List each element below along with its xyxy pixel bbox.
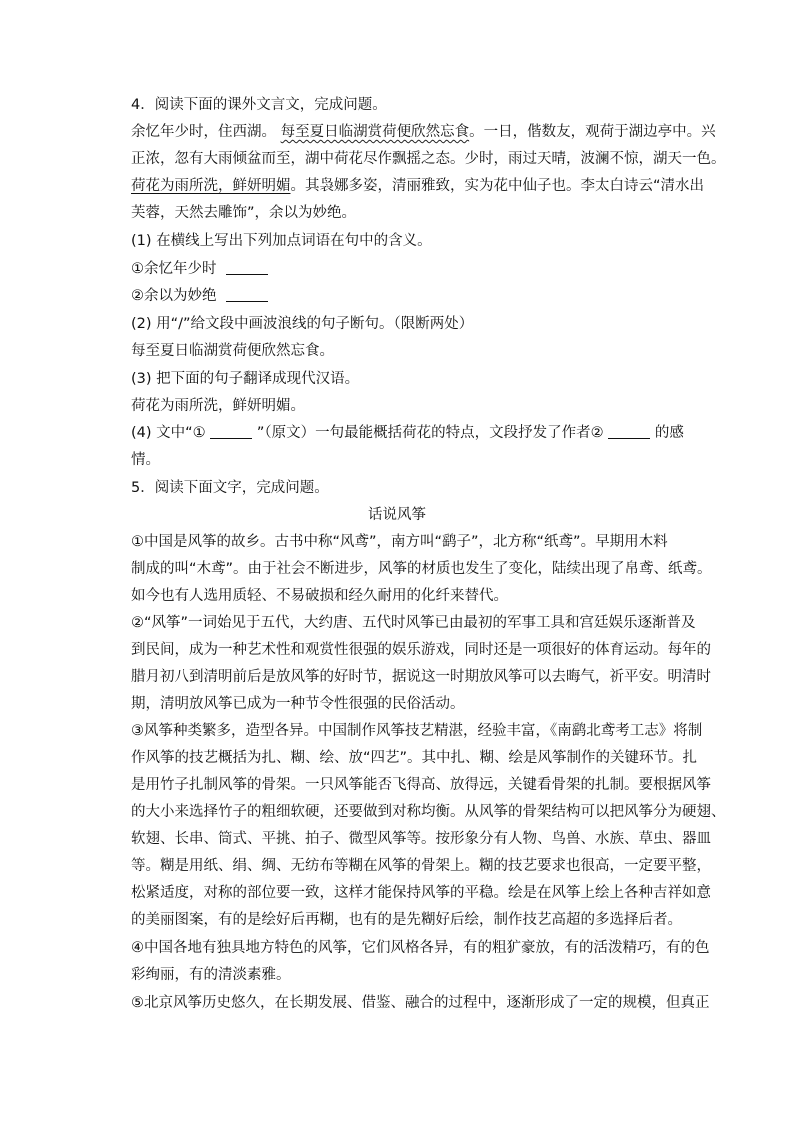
sub-question-1a	[131, 260, 268, 278]
prompt-text: ②余以为妙绝	[131, 288, 217, 304]
article-line: 的大小来选择竹子的粗细软硬，还要做到对称均衡。从风筝的骨架结构可以把风筝分为硬翅、	[131, 804, 726, 820]
article-line: 作风筝的技艺概括为扎、糊、绘、放“四艺”。其中扎、糊、绘是风筝制作的关键环节。扎	[131, 750, 698, 766]
prompt-text: 的感	[654, 425, 684, 441]
passage-text: 。一日，偕数友，观荷于湖边亭中。兴	[469, 124, 716, 140]
article-line: 的美丽图案，有的是绘好后再糊，也有的是先糊好后绘，制作技艺高超的多选择后者。	[131, 912, 682, 928]
article-line: 松紧适度，对称的部位要一致，这样才能保持风筝的平稳。绘是在风筝上绘上各种吉祥如意	[131, 885, 711, 901]
sub-question-2-text: 每至夏日临湖赏荷便欣然忘食。	[131, 343, 334, 359]
article-line: 彩绚丽，有的清淡素雅。	[131, 967, 291, 983]
wavy-underlined-sentence: 每至夏日临湖赏荷便欣然忘食	[280, 124, 470, 140]
article-line: 如今也有人选用质轻、不易破损和经久耐用的化纤来替代。	[131, 588, 508, 604]
answer-blank[interactable]	[608, 424, 650, 439]
article-line: ①中国是风筝的故乡。古书中称“风鸢”，南方叫“鹞子”，北方称“纸鸢”。早期用木料	[131, 534, 668, 550]
answer-blank[interactable]	[210, 424, 252, 439]
question-5-heading: 5．阅读下面文字，完成问题。	[131, 480, 329, 496]
article-line: 软翅、长串、筒式、平挑、拍子、微型风筝等。按形象分有人物、鸟兽、水族、草虫、器皿	[131, 831, 711, 847]
passage-text: 余忆年少时，住西湖。	[131, 124, 276, 140]
article-line: 期，清明放风筝已成为一种节令性很强的民俗活动。	[131, 696, 465, 712]
sub-question-1b	[131, 287, 268, 305]
underlined-sentence: 荷花为雨所洗，鲜妍明媚	[131, 178, 291, 194]
prompt-text: (4) 文中“①	[131, 425, 206, 441]
article-line: 是用竹子扎制风筝的骨架。一只风筝能否飞得高、放得远，关键看骨架的扎制。要根据风筝	[131, 777, 711, 793]
sub-question-3: (3) 把下面的句子翻译成现代汉语。	[131, 371, 360, 387]
sub-question-1: (1) 在横线上写出下列加点词语在句中的含义。	[131, 233, 432, 249]
sub-question-2: (2) 用“/”给文段中画波浪线的句子断句。（限断两处）	[131, 316, 474, 332]
article-line: ⑤北京风筝历史悠久，在长期发展、借鉴、融合的过程中，逐渐形成了一定的规模，但真正	[131, 995, 710, 1011]
article-line: 到民间，成为一种艺术性和观赏性很强的娱乐游戏，同时还是一项很好的体育运动。每年的	[131, 642, 711, 658]
prompt-text: ”（原文）一句最能概括荷花的特点，文段抒发了作者②	[256, 425, 604, 441]
passage-line-3	[131, 177, 704, 195]
passage-text: 。其袅娜多姿，清丽雅致，实为花中仙子也。李太白诗云“清水出	[290, 178, 705, 194]
sub-question-4	[131, 424, 684, 442]
passage-line-4: 芙蓉，天然去雕饰”，余以为妙绝。	[131, 205, 357, 221]
sub-question-4-cont: 情。	[131, 452, 160, 468]
passage-line-1	[131, 123, 716, 141]
passage-line-2: 正浓，忽有大雨倾盆而至，湖中荷花尽作飘摇之态。少时，雨过天晴，波澜不惊，湖天一色。	[131, 151, 726, 167]
article-line: 等。糊是用纸、绢、绸、无纺布等糊在风筝的骨架上。糊的技艺要求也很高，一定要平整，	[131, 858, 711, 874]
answer-blank[interactable]	[226, 260, 268, 275]
article-line: ②“风筝”一词始见于五代，大约唐、五代时风筝已由最初的军事工具和宫廷娱乐逐渐普及	[131, 615, 696, 631]
sub-question-3-text: 荷花为雨所洗，鲜妍明媚。	[131, 398, 305, 414]
article-line: 制成的叫“木鸢”。由于社会不断进步，风筝的材质也发生了变化，陆续出现了帛鸢、纸鸢。	[131, 561, 712, 577]
answer-blank[interactable]	[226, 287, 268, 302]
article-line: ③风筝种类繁多，造型各异。中国制作风筝技艺精湛，经验丰富，《南鹞北鸢考工志》将制	[131, 723, 703, 739]
article-line: 腊月初八到清明前后是放风筝的好时节，据说这一时期放风筝可以去晦气，祈平安。明清时	[131, 669, 711, 685]
prompt-text: ①余忆年少时	[131, 261, 217, 277]
article-title: 话说风筝	[368, 507, 426, 523]
article-line: ④中国各地有独具地方特色的风筝，它们风格各异，有的粗犷豪放，有的活泼精巧，有的色	[131, 940, 710, 956]
question-4-heading: 4．阅读下面的课外文言文，完成问题。	[131, 97, 387, 113]
